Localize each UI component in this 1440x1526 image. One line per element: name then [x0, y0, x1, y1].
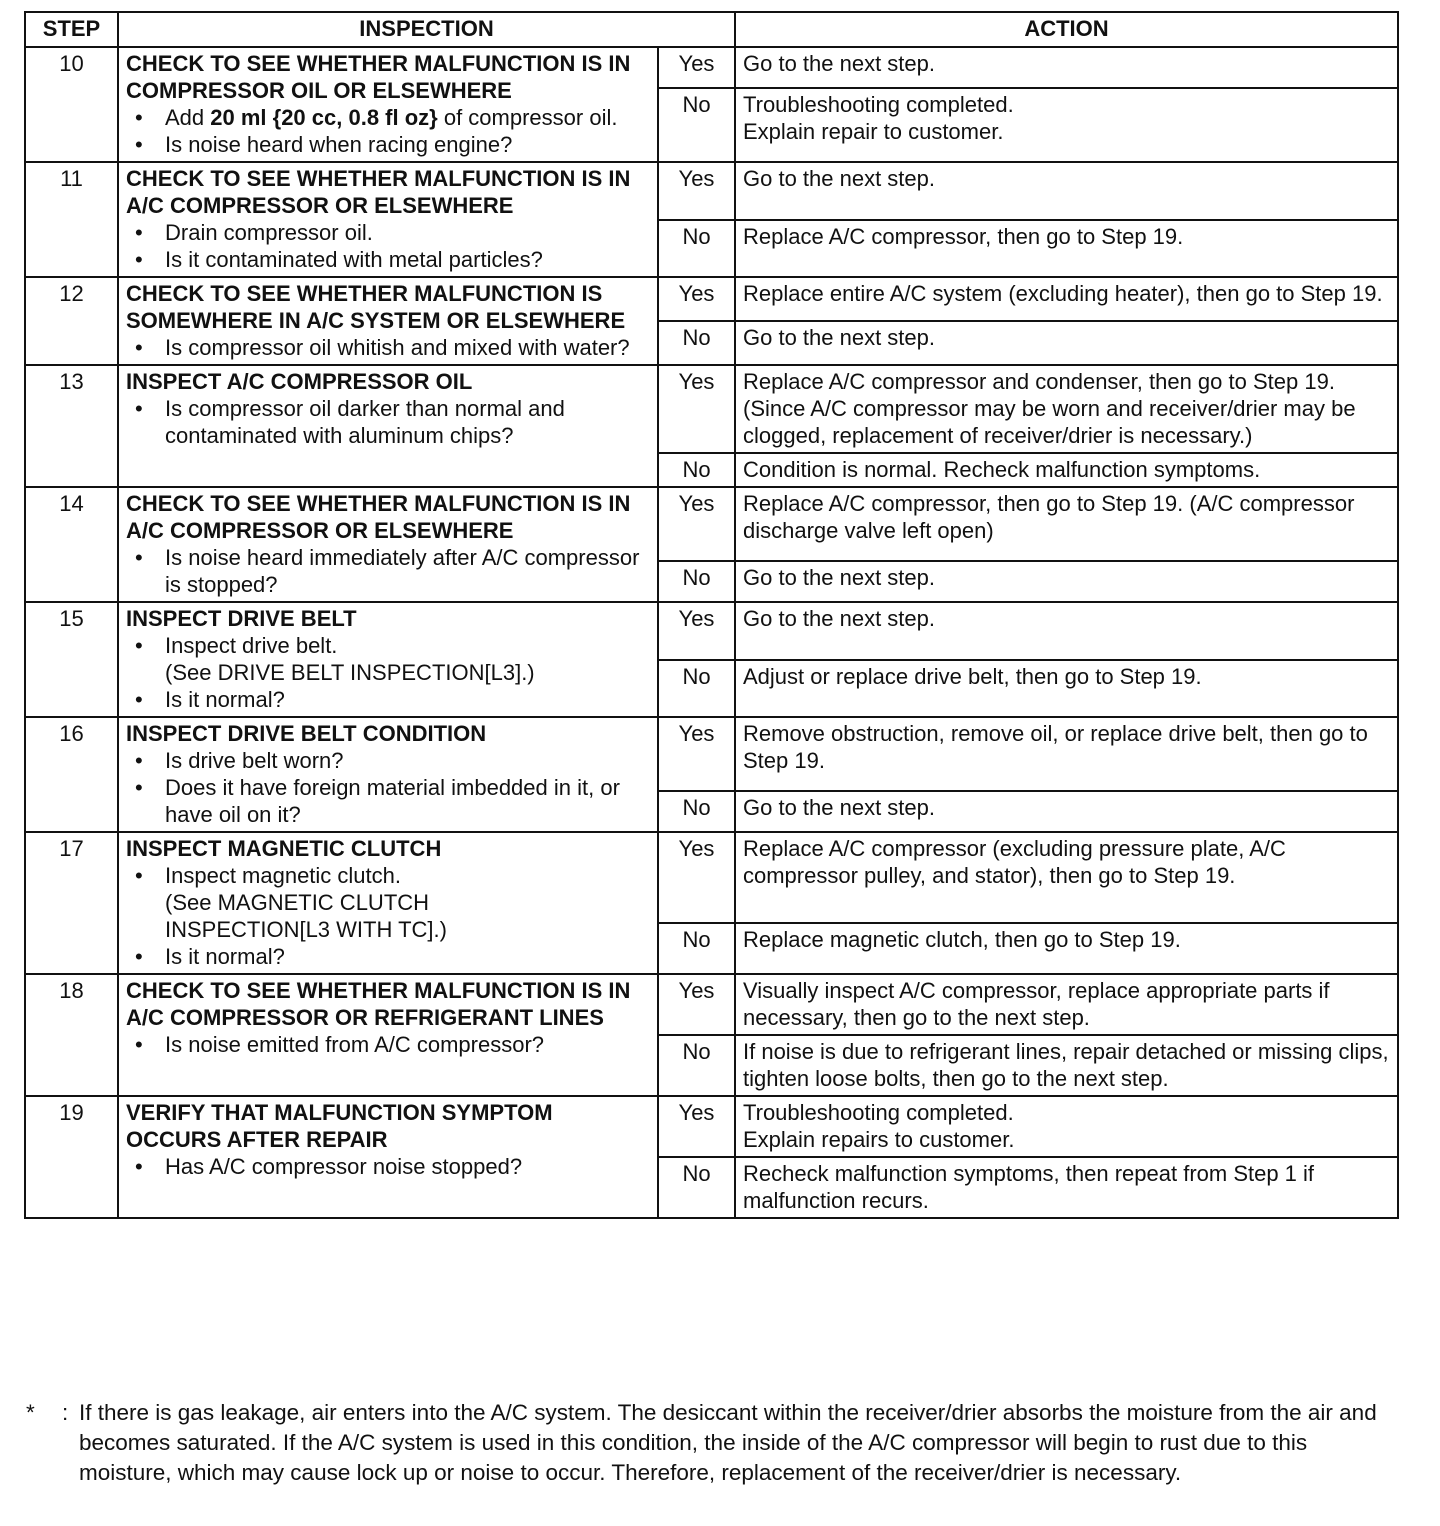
inspection-item-text: Drain compressor oil. [165, 220, 373, 245]
no-action: Replace A/C compressor, then go to Step 19. [735, 220, 1398, 278]
step-number: 19 [25, 1096, 118, 1218]
no-label: No [658, 1157, 735, 1218]
table-row [25, 487, 1398, 561]
yes-action: Go to the next step. [735, 162, 1398, 220]
no-action: Condition is normal. Recheck malfunction symptoms. [735, 453, 1398, 487]
table-row [25, 602, 1398, 660]
yes-action: Troubleshooting completed. Explain repairs to customer. [735, 1096, 1398, 1157]
header-row [25, 12, 1398, 47]
table-row [25, 277, 1398, 321]
table-row [25, 47, 1398, 88]
inspection-item-text: Has A/C compressor noise stopped? [165, 1154, 523, 1179]
no-action: Go to the next step. [735, 791, 1398, 832]
table-row [25, 832, 1398, 923]
step-number: 16 [25, 717, 118, 832]
inspection-cell [118, 277, 658, 365]
inspection-item [126, 632, 650, 686]
inspection-item-text: Is it normal? [165, 687, 285, 712]
yes-label: Yes [658, 832, 735, 923]
inspection-heading: CHECK TO SEE WHETHER MALFUNCTION IS IN A/C COMPRESSOR OR ELSEWHERE [126, 491, 631, 543]
step-number: 18 [25, 974, 118, 1096]
inspection-heading: CHECK TO SEE WHETHER MALFUNCTION IS IN A/C COMPRESSOR OR REFRIGERANT LINES [126, 978, 631, 1030]
no-label: No [658, 453, 735, 487]
no-label: No [658, 88, 735, 162]
no-action: Go to the next step. [735, 561, 1398, 602]
inspection-cell [118, 1096, 658, 1218]
inspection-item-text-suffix: of compressor oil. [437, 105, 618, 130]
yes-action: Remove obstruction, remove oil, or replace drive belt, then go to Step 19. [735, 717, 1398, 791]
inspection-list [126, 632, 650, 713]
inspection-cell [118, 162, 658, 277]
table-row [25, 1096, 1398, 1157]
footnote [24, 1398, 1404, 1488]
step-number: 13 [25, 365, 118, 487]
no-action: Troubleshooting completed. Explain repair to customer. [735, 88, 1398, 162]
inspection-heading: CHECK TO SEE WHETHER MALFUNCTION IS IN COMPRESSOR OIL OR ELSEWHERE [126, 51, 631, 103]
inspection-list [126, 395, 650, 449]
step-number: 11 [25, 162, 118, 277]
inspection-item [126, 395, 650, 449]
inspection-cell [118, 602, 658, 717]
yes-action: Go to the next step. [735, 47, 1398, 88]
no-label: No [658, 321, 735, 365]
inspection-list [126, 334, 650, 361]
table-row [25, 365, 1398, 453]
inspection-item [126, 219, 650, 246]
yes-action: Go to the next step. [735, 602, 1398, 660]
inspection-list [126, 544, 650, 598]
yes-label: Yes [658, 487, 735, 561]
inspection-list [126, 747, 650, 828]
inspection-item-text: Is noise heard immediately after A/C compressor is stopped? [165, 545, 640, 597]
inspection-cell [118, 47, 658, 162]
inspection-item [126, 1031, 650, 1058]
no-label: No [658, 561, 735, 602]
inspection-heading: INSPECT DRIVE BELT [126, 606, 357, 631]
inspection-item [126, 246, 650, 273]
table-row [25, 974, 1398, 1035]
step-number: 15 [25, 602, 118, 717]
no-action: Replace magnetic clutch, then go to Step 19. [735, 923, 1398, 974]
no-label: No [658, 791, 735, 832]
inspection-item [126, 131, 650, 158]
yes-label: Yes [658, 47, 735, 88]
inspection-list [126, 1153, 650, 1180]
inspection-item-text: Add [165, 105, 211, 130]
yes-action: Visually inspect A/C compressor, replace appropriate parts if necessary, then go to the next step. [735, 974, 1398, 1035]
inspection-item-text: Is noise heard when racing engine? [165, 132, 513, 157]
inspection-item-text: Is compressor oil darker than normal and contaminated with aluminum chips? [165, 396, 565, 448]
yes-action: Replace A/C compressor, then go to Step 19. (A/C compressor discharge valve left open) [735, 487, 1398, 561]
inspection-heading: INSPECT DRIVE BELT CONDITION [126, 721, 487, 746]
table-row [25, 162, 1398, 220]
yes-action: Replace A/C compressor (excluding pressure plate, A/C compressor pulley, and stator), then go to Step 19. [735, 832, 1398, 923]
footnote-text: If there is gas leakage, air enters into the A/C system. The desiccant within the receiver/drier absorbs the moisture from the air and becomes saturated. If the A/C system is used in this condition, the inside of the A/C compressor will begin to rust due to this moisture, which may cause lock up or noise to occur. Therefore, replacement of the receiver/drier is necessary. [79, 1400, 1377, 1485]
inspection-item [126, 747, 650, 774]
inspection-heading: INSPECT MAGNETIC CLUTCH [126, 836, 442, 861]
no-action: Adjust or replace drive belt, then go to Step 19. [735, 660, 1398, 718]
yes-label: Yes [658, 974, 735, 1035]
footnote-colon: : [62, 1400, 69, 1425]
inspection-item [126, 774, 650, 828]
inspection-heading: VERIFY THAT MALFUNCTION SYMPTOM OCCURS AFTER REPAIR [126, 1100, 553, 1152]
inspection-item-text: Is noise emitted from A/C compressor? [165, 1032, 545, 1057]
header-action: ACTION [735, 12, 1398, 47]
step-number: 17 [25, 832, 118, 974]
inspection-item-spec: 20 ml {20 cc, 0.8 fl oz} [210, 105, 438, 130]
inspection-item [126, 104, 650, 131]
inspection-item [126, 686, 650, 713]
inspection-item-text: Is it normal? [165, 944, 285, 969]
inspection-item-text: Inspect magnetic clutch. (See MAGNETIC CLUTCH INSPECTION[L3 WITH TC].) [165, 863, 447, 942]
step-number: 12 [25, 277, 118, 365]
inspection-heading: INSPECT A/C COMPRESSOR OIL [126, 369, 473, 394]
no-action: If noise is due to refrigerant lines, repair detached or missing clips, tighten loose bolts, then go to the next step. [735, 1035, 1398, 1096]
inspection-item-text: Inspect drive belt. (See DRIVE BELT INSPECTION[L3].) [165, 633, 535, 685]
yes-label: Yes [658, 365, 735, 453]
yes-label: Yes [658, 1096, 735, 1157]
inspection-item-text: Is compressor oil whitish and mixed with water? [165, 335, 630, 360]
table-row [25, 717, 1398, 791]
no-action: Recheck malfunction symptoms, then repeat from Step 1 if malfunction recurs. [735, 1157, 1398, 1218]
inspection-list [126, 219, 650, 273]
no-label: No [658, 923, 735, 974]
yes-label: Yes [658, 717, 735, 791]
inspection-item [126, 1153, 650, 1180]
header-step: STEP [25, 12, 118, 47]
inspection-item [126, 862, 650, 943]
inspection-heading: CHECK TO SEE WHETHER MALFUNCTION IS IN A/C COMPRESSOR OR ELSEWHERE [126, 166, 631, 218]
inspection-item-text: Is drive belt worn? [165, 748, 344, 773]
inspection-list [126, 862, 650, 970]
no-action: Go to the next step. [735, 321, 1398, 365]
inspection-list [126, 1031, 650, 1058]
no-label: No [658, 220, 735, 278]
inspection-item [126, 943, 650, 970]
step-number: 10 [25, 47, 118, 162]
inspection-item-text: Does it have foreign material imbedded in it, or have oil on it? [165, 775, 620, 827]
inspection-cell [118, 487, 658, 602]
inspection-list [126, 104, 650, 158]
step-number: 14 [25, 487, 118, 602]
yes-label: Yes [658, 162, 735, 220]
no-label: No [658, 660, 735, 718]
table-body [25, 47, 1398, 1218]
inspection-heading: CHECK TO SEE WHETHER MALFUNCTION IS SOMEWHERE IN A/C SYSTEM OR ELSEWHERE [126, 281, 626, 333]
troubleshooting-table [24, 11, 1399, 1219]
inspection-item [126, 544, 650, 598]
inspection-cell [118, 365, 658, 487]
yes-label: Yes [658, 602, 735, 660]
header-inspection: INSPECTION [118, 12, 735, 47]
footnote-mark: * [26, 1400, 35, 1425]
inspection-item-text: Is it contaminated with metal particles? [165, 247, 543, 272]
inspection-cell [118, 974, 658, 1096]
inspection-cell [118, 717, 658, 832]
inspection-item [126, 334, 650, 361]
no-label: No [658, 1035, 735, 1096]
yes-action: Replace entire A/C system (excluding heater), then go to Step 19. [735, 277, 1398, 321]
yes-action: Replace A/C compressor and condenser, then go to Step 19. (Since A/C compressor may be worn and receiver/drier may be clogged, replacement of receiver/drier is necessary.) [735, 365, 1398, 453]
inspection-cell [118, 832, 658, 974]
yes-label: Yes [658, 277, 735, 321]
